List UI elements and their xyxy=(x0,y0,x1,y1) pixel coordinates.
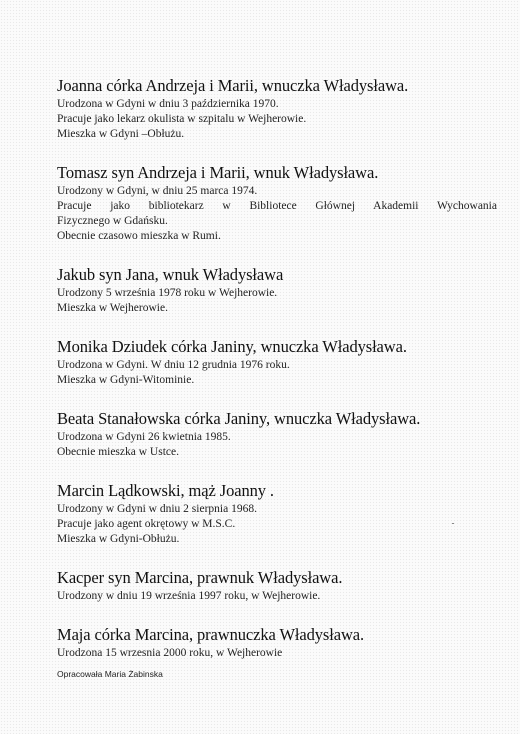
entry-line: Urodzony 5 września 1978 roku w Wejherowie. xyxy=(57,287,278,299)
entry-line: Mieszka w Gdyni-Obłużu. xyxy=(57,533,180,545)
entry-line: Urodzona 15 wrzesnia 2000 roku, w Wejherowie xyxy=(57,647,283,659)
entry-heading: Kacper syn Marcina, prawnuk Władysława. xyxy=(57,568,343,587)
entry-line: Pracuje jako agent okrętowy w M.S.C. xyxy=(57,518,236,530)
entry-heading: Tomasz syn Andrzeja i Marii, wnuk Władysława. xyxy=(57,163,379,182)
entry-line: Urodzona w Gdyni. W dniu 12 grudnia 1976 roku. xyxy=(57,359,290,371)
entry-line: Mieszka w Gdyni –Obłużu. xyxy=(57,128,185,140)
entry-marcin xyxy=(57,481,497,547)
entry-heading: Monika Dziudek córka Janiny, wnuczka Władysława. xyxy=(57,337,407,356)
entry-line: Fizycznego w Gdańsku. xyxy=(57,215,168,227)
entry-tomasz xyxy=(57,163,497,244)
entry-maja xyxy=(57,625,497,661)
entry-line: Obecnie czasowo mieszka w Rumi. xyxy=(57,230,221,242)
entry-kacper xyxy=(57,568,497,604)
author-footer: Opracowała Maria Żabinska xyxy=(57,669,163,679)
entry-line: Urodzony w Gdyni, w dniu 25 marca 1974. xyxy=(57,185,258,197)
entry-heading: Marcin Lądkowski, mąż Joanny . xyxy=(57,481,274,500)
entry-jakub xyxy=(57,265,497,316)
entry-line: Urodzona w Gdyni 26 kwietnia 1985. xyxy=(57,431,231,443)
entry-monika xyxy=(57,337,497,388)
entry-heading: Joanna córka Andrzeja i Marii, wnuczka Władysława. xyxy=(57,76,409,95)
entry-line: Urodzony w Gdyni w dniu 2 sierpnia 1968. xyxy=(57,503,257,515)
entry-line: Mieszka w Wejherowie. xyxy=(57,302,168,314)
entry-line: Mieszka w Gdyni-Witominie. xyxy=(57,374,195,386)
entry-joanna xyxy=(57,76,497,142)
entry-heading: Maja córka Marcina, prawnuczka Władysława. xyxy=(57,625,365,644)
entry-beata xyxy=(57,409,497,460)
scan-speck xyxy=(452,523,454,524)
entry-line: Obecnie mieszka w Ustce. xyxy=(57,446,179,458)
entry-heading: Beata Stanałowska córka Janiny, wnuczka Władysława. xyxy=(57,409,421,428)
entry-line: Urodzony w dniu 19 września 1997 roku, w Wejherowie. xyxy=(57,590,321,602)
entry-line: Pracuje jako bibliotekarz w Bibliotece Głównej Akademii Wychowania xyxy=(57,200,497,212)
entry-heading: Jakub syn Jana, wnuk Władysława xyxy=(57,265,284,284)
entry-line: Pracuje jako lekarz okulista w szpitalu w Wejherowie. xyxy=(57,113,307,125)
genealogy-list xyxy=(57,76,497,682)
entry-line: Urodzona w Gdyni w dniu 3 października 1970. xyxy=(57,98,279,110)
